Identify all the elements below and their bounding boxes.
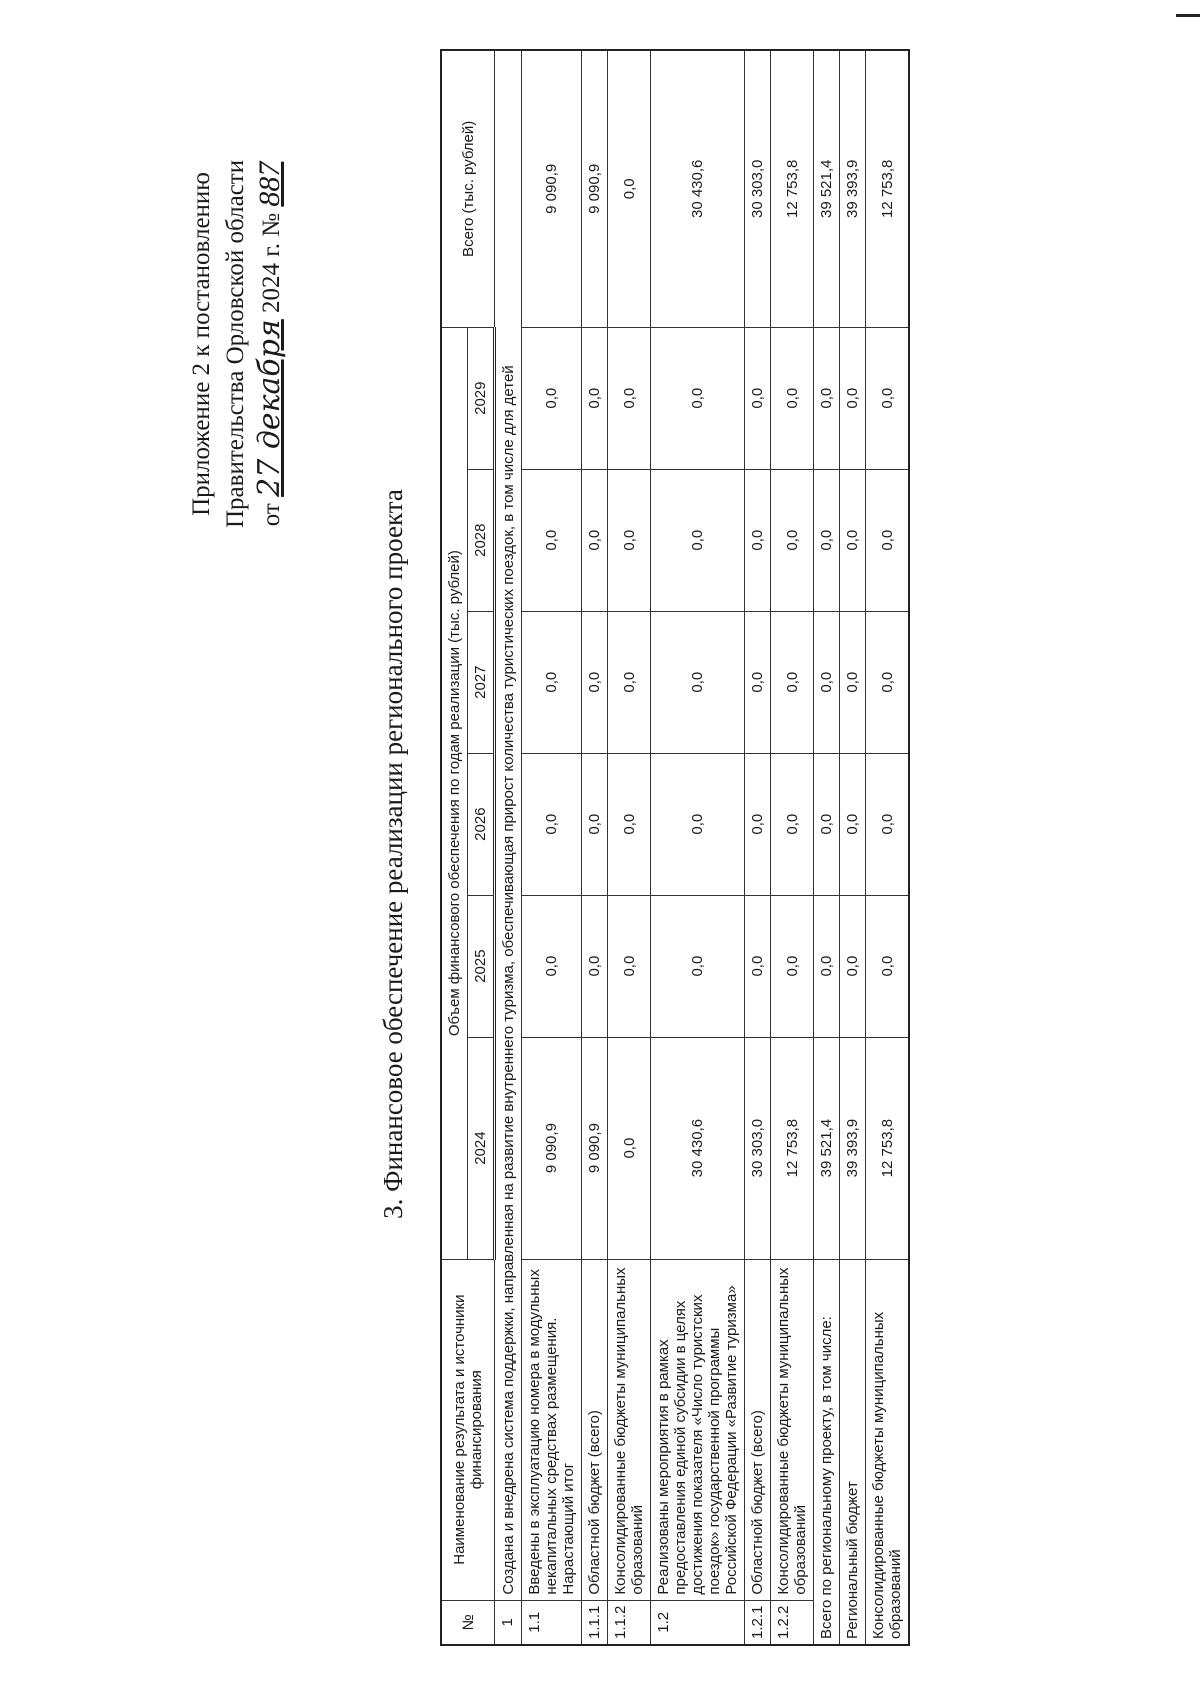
- table-row: [608, 50, 651, 1645]
- year-value: 12 753,8: [866, 1037, 910, 1259]
- year-header: 2026: [468, 753, 495, 895]
- summary-row: [814, 50, 840, 1645]
- row-name: Областной бюджет (всего): [745, 1259, 771, 1600]
- year-value: 0,0: [522, 611, 582, 753]
- year-value: 0,0: [651, 469, 745, 611]
- year-value: 9 090,9: [582, 1037, 608, 1259]
- year-value: 0,0: [840, 753, 866, 895]
- table-row: [651, 50, 745, 1645]
- row-num: 1.2.2: [771, 1600, 814, 1645]
- total-value: 39 521,4: [814, 50, 840, 327]
- col-num-header: №: [441, 1600, 495, 1645]
- section-row: [495, 50, 522, 1645]
- year-value: 0,0: [745, 611, 771, 753]
- total-value: 9 090,9: [522, 50, 582, 327]
- year-value: 0,0: [582, 469, 608, 611]
- total-value: 30 430,6: [651, 50, 745, 327]
- year-value: 0,0: [608, 611, 651, 753]
- col-name-header: Наименование результата и источники финансирования: [441, 1259, 495, 1600]
- year-value: 0,0: [771, 327, 814, 469]
- year-value: 39 521,4: [814, 1037, 840, 1259]
- appendix-line-1: Приложение 2 к постановлению: [188, 172, 215, 516]
- year-value: 0,0: [522, 753, 582, 895]
- total-value: 12 753,8: [866, 50, 910, 327]
- year-value: 0,0: [866, 895, 910, 1037]
- year-value: 0,0: [745, 753, 771, 895]
- year-value: 0,0: [651, 895, 745, 1037]
- year-header: 2024: [468, 1037, 495, 1259]
- year-value: 0,0: [866, 469, 910, 611]
- row-name: Консолидированные бюджеты муниципальных образований: [771, 1259, 814, 1600]
- year-value: 30 430,6: [651, 1037, 745, 1259]
- date-prefix: от: [258, 503, 285, 527]
- year-value: 0,0: [582, 895, 608, 1037]
- year-header: 2027: [468, 611, 495, 753]
- row-name: Реализованы мероприятия в рамках предоставления единой субсидии в целях достижения показателя «Число туристских поездок» государственной программы Российской Федерации «Развитие туризма»: [651, 1259, 745, 1600]
- year-value: 0,0: [522, 469, 582, 611]
- financing-table: [440, 49, 910, 1646]
- year-value: 0,0: [522, 895, 582, 1037]
- handwritten-number: 887: [253, 161, 286, 207]
- year-value: 12 753,8: [771, 1037, 814, 1259]
- row-name: Всего по региональному проекту, в том числе:: [814, 1259, 840, 1645]
- row-name: Консолидированные бюджеты муниципальных образований: [866, 1259, 910, 1645]
- row-name: Консолидированные бюджеты муниципальных образований: [608, 1259, 651, 1600]
- document-title: 3. Финансовое обеспечение реализации регионального проекта: [378, 489, 408, 1219]
- year-value: 0,0: [771, 469, 814, 611]
- year-value: 0,0: [745, 895, 771, 1037]
- table-row: [522, 50, 582, 1645]
- year-value: 0,0: [814, 327, 840, 469]
- year-value: 0,0: [608, 469, 651, 611]
- section-text: Создана и внедрена система поддержки, направленная на развитие внутреннего туризма, обеспечивающая прирост количества туристических поездок, в том числе для детей: [495, 50, 522, 1600]
- year-header: 2025: [468, 895, 495, 1037]
- year-value: 30 303,0: [745, 1037, 771, 1259]
- total-value: 9 090,9: [582, 50, 608, 327]
- year-value: 39 393,9: [840, 1037, 866, 1259]
- total-value: 39 393,9: [840, 50, 866, 327]
- table-row: [745, 50, 771, 1645]
- col-volume-header: Объем финансового обеспечения по годам реализации (тыс. рублей): [441, 327, 468, 1259]
- total-value: 12 753,8: [771, 50, 814, 327]
- year-value: 0,0: [814, 611, 840, 753]
- year-value: 0,0: [866, 327, 910, 469]
- year-value: 0,0: [771, 753, 814, 895]
- year-value: 0,0: [582, 753, 608, 895]
- summary-row: [866, 50, 910, 1645]
- year-value: 0,0: [608, 753, 651, 895]
- handwritten-date: 27 декабря: [252, 319, 287, 497]
- row-name: Региональный бюджет: [840, 1259, 866, 1645]
- year-value: 0,0: [522, 327, 582, 469]
- year-value: 0,0: [608, 327, 651, 469]
- year-value: 0,0: [814, 753, 840, 895]
- year-value: 0,0: [814, 895, 840, 1037]
- year-value: 0,0: [745, 327, 771, 469]
- row-num: 1.1: [522, 1600, 582, 1645]
- row-name: Областной бюджет (всего): [582, 1259, 608, 1600]
- year-value: 0,0: [651, 753, 745, 895]
- summary-row: [840, 50, 866, 1645]
- section-num: 1: [495, 1600, 522, 1645]
- row-num: 1.2: [651, 1600, 745, 1645]
- year-header: 2029: [468, 327, 495, 469]
- total-value: 0,0: [608, 50, 651, 327]
- row-num: 1.1.1: [582, 1600, 608, 1645]
- total-value: 30 303,0: [745, 50, 771, 327]
- year-value: 0,0: [745, 469, 771, 611]
- table-row: [582, 50, 608, 1645]
- table-row: [771, 50, 814, 1645]
- year-value: 0,0: [771, 611, 814, 753]
- year-value: 0,0: [608, 1037, 651, 1259]
- year-value: 0,0: [840, 611, 866, 753]
- year-value: 0,0: [866, 753, 910, 895]
- year-value: 0,0: [840, 327, 866, 469]
- year-value: 0,0: [582, 611, 608, 753]
- year-value: 0,0: [840, 895, 866, 1037]
- year-number-label: 2024 г. №: [258, 212, 285, 313]
- year-value: 0,0: [840, 469, 866, 611]
- col-total-header: Всего (тыс. рублей): [441, 50, 495, 327]
- row-name: Введены в эксплуатацию номера в модульных некапитальных средствах размещения. Нарастающий итог: [522, 1259, 582, 1600]
- year-value: 0,0: [771, 895, 814, 1037]
- year-value: 0,0: [651, 327, 745, 469]
- row-num: 1.2.1: [745, 1600, 771, 1645]
- year-value: 0,0: [608, 895, 651, 1037]
- year-value: 9 090,9: [522, 1037, 582, 1259]
- year-value: 0,0: [814, 469, 840, 611]
- appendix-header: [185, 160, 289, 528]
- year-header: 2028: [468, 469, 495, 611]
- year-value: 0,0: [651, 611, 745, 753]
- row-num: 1.1.2: [608, 1600, 651, 1645]
- year-value: 0,0: [866, 611, 910, 753]
- year-value: 0,0: [582, 327, 608, 469]
- appendix-line-3: [253, 160, 289, 528]
- appendix-line-2: Правительства Орловской области: [222, 159, 249, 528]
